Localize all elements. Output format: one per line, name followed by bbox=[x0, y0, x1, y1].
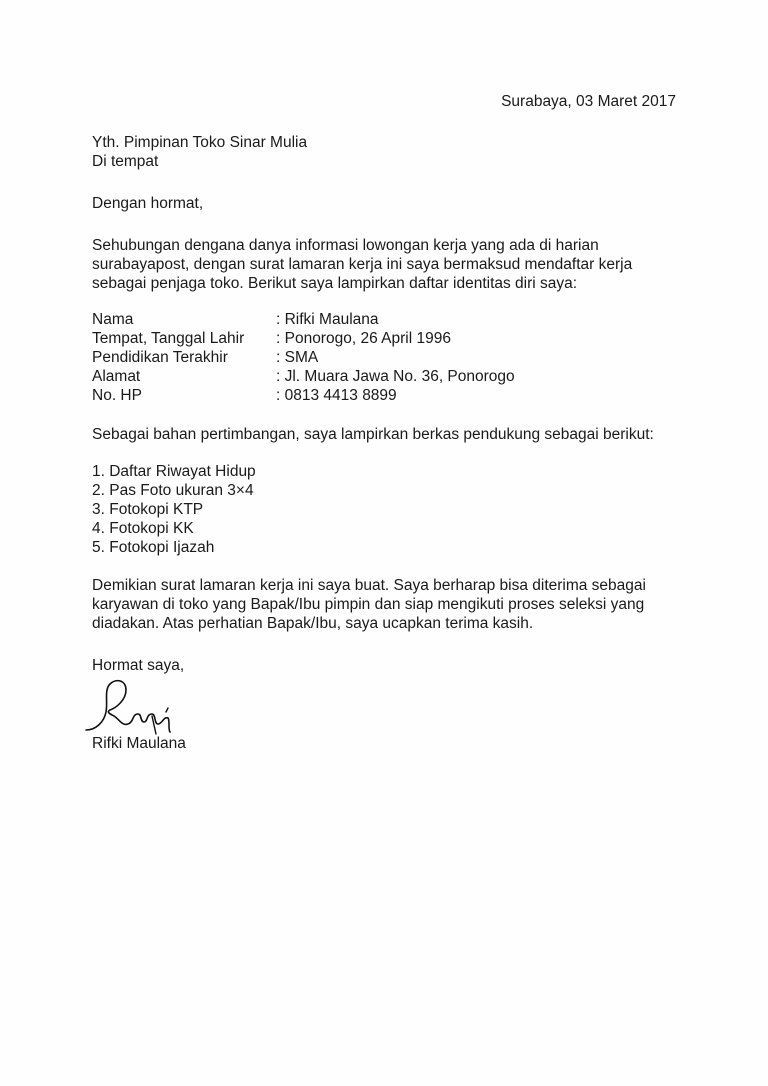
place-date: Surabaya, 03 Maret 2017 bbox=[501, 93, 676, 110]
identity-row-ttl bbox=[92, 329, 515, 348]
attachments-list bbox=[92, 462, 256, 557]
recipient-block bbox=[92, 133, 307, 171]
attachment-item: 2. Pas Foto ukuran 3×4 bbox=[92, 482, 254, 499]
paragraph-line: Sehubungan dengana danya informasi lowongan kerja yang ada di harian bbox=[92, 237, 599, 254]
signature-icon bbox=[82, 672, 192, 742]
identity-label: Pendidikan Terakhir bbox=[92, 349, 228, 366]
identity-label: Tempat, Tanggal Lahir bbox=[92, 330, 245, 347]
signer-name: Rifki Maulana bbox=[92, 735, 186, 752]
identity-value: : Jl. Muara Jawa No. 36, Ponorogo bbox=[276, 368, 515, 385]
attachment-item: 5. Fotokopi Ijazah bbox=[92, 539, 215, 556]
identity-value: : 0813 4413 8899 bbox=[276, 387, 397, 404]
paragraph-line: Demikian surat lamaran kerja ini saya buat. Saya berharap bisa diterima sebagai bbox=[92, 577, 646, 594]
identity-row-hp bbox=[92, 386, 515, 405]
attachment-item: 4. Fotokopi KK bbox=[92, 520, 194, 537]
identity-value: : Ponorogo, 26 April 1996 bbox=[276, 330, 451, 347]
identity-value: : SMA bbox=[276, 349, 319, 366]
paragraph-line: sebagai penjaga toko. Berikut saya lampirkan daftar identitas diri saya: bbox=[92, 275, 578, 292]
opening-paragraph bbox=[92, 236, 632, 293]
identity-value: : Rifki Maulana bbox=[276, 311, 379, 328]
identity-row-nama bbox=[92, 310, 515, 329]
salutation: Dengan hormat, bbox=[92, 195, 204, 212]
attachment-item: 1. Daftar Riwayat Hidup bbox=[92, 463, 256, 480]
recipient-line: Di tempat bbox=[92, 153, 159, 170]
identity-table bbox=[92, 310, 515, 405]
identity-label: Nama bbox=[92, 311, 134, 328]
attachments-intro: Sebagai bahan pertimbangan, saya lampirkan berkas pendukung sebagai berikut: bbox=[92, 426, 654, 443]
identity-row-alamat bbox=[92, 367, 515, 386]
attachment-item: 3. Fotokopi KTP bbox=[92, 501, 204, 518]
paragraph-line: diadakan. Atas perhatian Bapak/Ibu, saya ucapkan terima kasih. bbox=[92, 615, 534, 632]
identity-label: No. HP bbox=[92, 387, 142, 404]
closing: Hormat saya, bbox=[92, 657, 185, 674]
identity-row-pendidikan bbox=[92, 348, 515, 367]
paragraph-line: surabayapost, dengan surat lamaran kerja ini saya bermaksud mendaftar kerja bbox=[92, 256, 633, 273]
recipient-line: Yth. Pimpinan Toko Sinar Mulia bbox=[92, 134, 308, 151]
identity-label: Alamat bbox=[92, 368, 141, 385]
closing-paragraph bbox=[92, 576, 646, 633]
paragraph-line: karyawan di toko yang Bapak/Ibu pimpin dan siap mengikuti proses seleksi yang bbox=[92, 596, 645, 613]
